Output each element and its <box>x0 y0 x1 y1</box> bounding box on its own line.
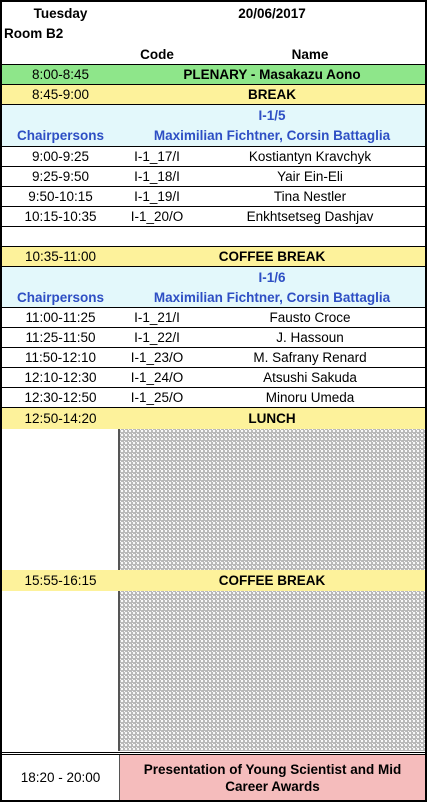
column-header-row <box>0 44 427 64</box>
name-column-header: Name <box>291 46 329 62</box>
break-row <box>0 85 427 105</box>
talk-speaker: Yair Ein-Eli <box>277 169 343 184</box>
table-row <box>0 388 427 408</box>
session-1-chair-label: Chairpersons <box>16 128 105 143</box>
column-divider <box>118 429 119 570</box>
plenary-time: 8:00-8:45 <box>31 67 90 82</box>
break-time: 8:45-9:00 <box>31 87 90 102</box>
talk-code: I-1_19/I <box>134 189 180 204</box>
talk-speaker: Tina Nestler <box>273 189 347 204</box>
talk-speaker: Atsushi Sakuda <box>263 370 357 385</box>
session-2-chairs: Maximilian Fichtner, Corsin Battaglia <box>153 289 391 305</box>
talk-code: I-1_20/O <box>130 209 184 224</box>
plenary-row <box>0 64 427 85</box>
session-2-chairs-row <box>0 287 427 308</box>
talk-time: 12:30-12:50 <box>24 390 97 405</box>
talk-speaker: Minoru Umeda <box>265 390 355 405</box>
lunch-row <box>0 408 427 429</box>
talk-code: I-1_24/O <box>130 370 184 385</box>
talk-code: I-1_18/I <box>134 169 180 184</box>
coffee-break-row <box>0 246 427 267</box>
date-label: 20/06/2017 <box>238 5 306 21</box>
talk-time: 9:25-9:50 <box>31 169 90 184</box>
table-row <box>0 187 427 207</box>
table-row <box>0 167 427 187</box>
table-row <box>0 368 427 388</box>
talk-time: 9:50-10:15 <box>28 189 93 204</box>
talk-code: I-1_21/I <box>134 310 180 325</box>
session-1-chairs-row <box>0 125 427 147</box>
talk-time: 11:25-11:50 <box>25 330 96 345</box>
talk-speaker: Fausto Croce <box>269 310 351 325</box>
lunch-title: LUNCH <box>248 411 296 426</box>
table-row <box>0 308 427 328</box>
talk-code: I-1_22/I <box>134 330 180 345</box>
table-row <box>0 328 427 348</box>
header-row <box>0 3 427 23</box>
session-1-id: I-1/5 <box>258 107 286 123</box>
column-divider <box>118 591 119 751</box>
talk-speaker: Kostiantyn Kravchyk <box>248 149 372 164</box>
coffee-break-row <box>0 570 427 591</box>
table-row <box>0 207 427 227</box>
unscheduled-block <box>119 429 426 570</box>
room-row <box>0 23 427 43</box>
break-title: BREAK <box>247 87 296 102</box>
session-1-id-row <box>0 105 427 125</box>
talk-code: I-1_25/O <box>130 390 184 405</box>
talk-time: 11:00-11:25 <box>25 310 96 325</box>
talk-speaker: Enkhtsetseg Dashjav <box>246 209 374 224</box>
day-label: Tuesday <box>33 5 88 21</box>
talk-speaker: J. Hassoun <box>276 330 344 345</box>
awards-title: Presentation of Young Scientist and Mid Career Awards <box>119 755 425 800</box>
coffee-break-time: 10:35-11:00 <box>24 249 97 264</box>
coffee-break-title: COFFEE BREAK <box>218 573 326 588</box>
room-label: Room B2 <box>4 25 64 41</box>
talk-speaker: M. Safrany Renard <box>253 350 367 365</box>
talk-code: I-1_23/O <box>130 350 184 365</box>
code-column-header: Code <box>140 46 174 62</box>
session-2-id: I-1/6 <box>258 269 286 285</box>
talk-code: I-1_17/I <box>134 149 180 164</box>
talk-time: 11:50-12:10 <box>24 350 97 365</box>
coffee-break-title: COFFEE BREAK <box>218 249 326 264</box>
awards-row <box>0 755 427 800</box>
lunch-time: 12:50-14:20 <box>24 411 97 426</box>
talk-time: 12:10-12:30 <box>24 370 97 385</box>
talk-time: 9:00-9:25 <box>31 149 90 164</box>
table-row <box>0 147 427 167</box>
awards-time: 18:20 - 20:00 <box>20 770 101 785</box>
coffee-break-time: 15:55-16:15 <box>24 573 97 588</box>
session-1-chairs: Maximilian Fichtner, Corsin Battaglia <box>153 128 391 143</box>
session-2-chair-label: Chairpersons <box>16 289 105 305</box>
unscheduled-block <box>119 591 426 751</box>
table-row <box>0 348 427 368</box>
session-2-id-row <box>0 267 427 287</box>
plenary-title: PLENARY - Masakazu Aono <box>183 67 361 82</box>
talk-time: 10:15-10:35 <box>24 209 97 224</box>
